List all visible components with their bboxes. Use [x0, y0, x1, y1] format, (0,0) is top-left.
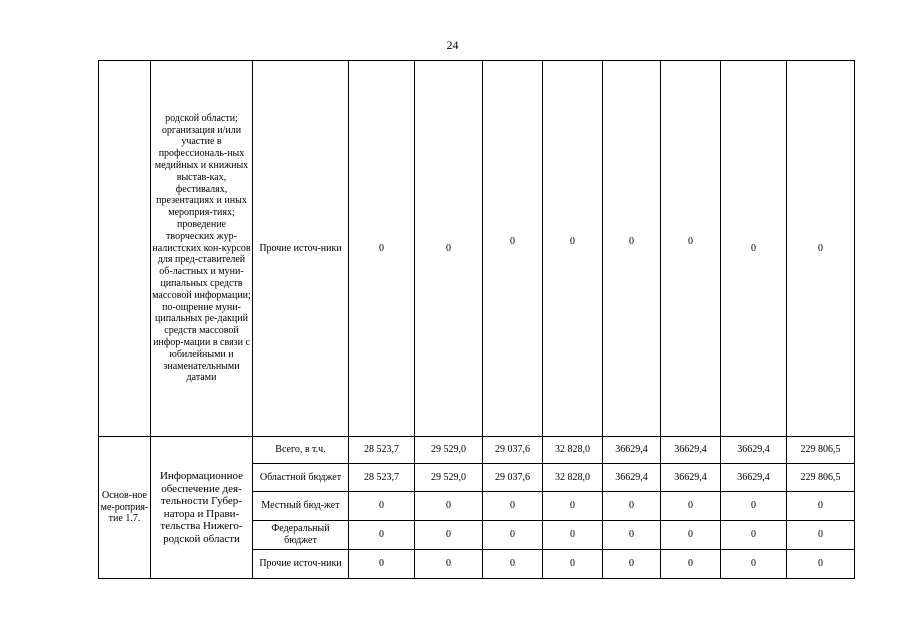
funding-source: Областной бюджет: [253, 464, 349, 492]
funding-source: Местный бюд-жет: [253, 492, 349, 521]
value-cell: 32 828,0: [543, 464, 603, 492]
measure-code: Основ-ное ме-роприя-тие 1.7.: [99, 437, 151, 579]
measure-name: Информационное обеспечение дея-тельности Губер-натора и Прави-тельства Нижего-родской области: [151, 437, 253, 579]
value-cell: 36629,4: [603, 464, 661, 492]
funding-source: Прочие источ-ники: [253, 550, 349, 579]
value-cell: 0: [349, 492, 415, 521]
value-cell: 0: [543, 61, 603, 437]
funding-source: Всего, в т.ч.: [253, 437, 349, 464]
value-cell: 0: [661, 521, 721, 550]
value-cell: 0: [661, 550, 721, 579]
value-cell: 0: [603, 492, 661, 521]
value-cell: 0: [603, 521, 661, 550]
value-cell: 0: [721, 492, 787, 521]
value-cell: 229 806,5: [787, 464, 855, 492]
budget-table: [98, 60, 855, 579]
value-cell: 29 529,0: [415, 437, 483, 464]
value-cell: 32 828,0: [543, 437, 603, 464]
value-cell: 36629,4: [661, 464, 721, 492]
value-cell: 0: [415, 521, 483, 550]
value-cell: 0: [787, 61, 855, 437]
value-cell: 0: [661, 492, 721, 521]
value-cell: 28 523,7: [349, 464, 415, 492]
value-cell: 28 523,7: [349, 437, 415, 464]
value-cell: 0: [543, 550, 603, 579]
value-cell: 0: [543, 521, 603, 550]
value-cell: 0: [483, 521, 543, 550]
value-cell: 0: [483, 550, 543, 579]
value-cell: 0: [483, 492, 543, 521]
funding-source: Прочие источ-ники: [253, 61, 349, 437]
value-cell: 29 037,6: [483, 437, 543, 464]
value-cell: 0: [543, 492, 603, 521]
activity-description: родской области; организация и/или участие в профессиональ-ных медийных и книжных выстав-ках, фестивалях, презентациях и иных мероприя-тиях; проведение творческих жур-налистских кон-курсов для пред-ставителей об-ластных и муни-ципальных средств массовой информации; по-ощрение муни-ципальных ре-дакций средств массовой инфор-мации в связи с юбилейными и знаменательными датами: [151, 61, 253, 437]
value-cell: 36629,4: [721, 464, 787, 492]
value-cell: 36629,4: [661, 437, 721, 464]
value-cell: 29 529,0: [415, 464, 483, 492]
value-cell: 36629,4: [721, 437, 787, 464]
value-cell: 0: [721, 61, 787, 437]
value-cell: 0: [483, 61, 543, 437]
value-cell: 36629,4: [603, 437, 661, 464]
value-cell: 0: [787, 550, 855, 579]
value-cell: 0: [349, 521, 415, 550]
page-number: 24: [446, 38, 459, 52]
value-cell: 0: [603, 550, 661, 579]
value-cell: 0: [787, 521, 855, 550]
table-row: [99, 61, 855, 437]
code-cell-empty: [99, 61, 151, 437]
value-cell: 0: [349, 550, 415, 579]
value-cell: 0: [415, 61, 483, 437]
value-cell: 0: [415, 550, 483, 579]
value-cell: 0: [661, 61, 721, 437]
funding-source: Федеральный бюджет: [253, 521, 349, 550]
value-cell: 0: [787, 492, 855, 521]
value-cell: 0: [721, 550, 787, 579]
value-cell: 29 037,6: [483, 464, 543, 492]
value-cell: 0: [349, 61, 415, 437]
value-cell: 229 806,5: [787, 437, 855, 464]
value-cell: 0: [721, 521, 787, 550]
table-row: [99, 437, 855, 464]
value-cell: 0: [603, 61, 661, 437]
value-cell: 0: [415, 492, 483, 521]
